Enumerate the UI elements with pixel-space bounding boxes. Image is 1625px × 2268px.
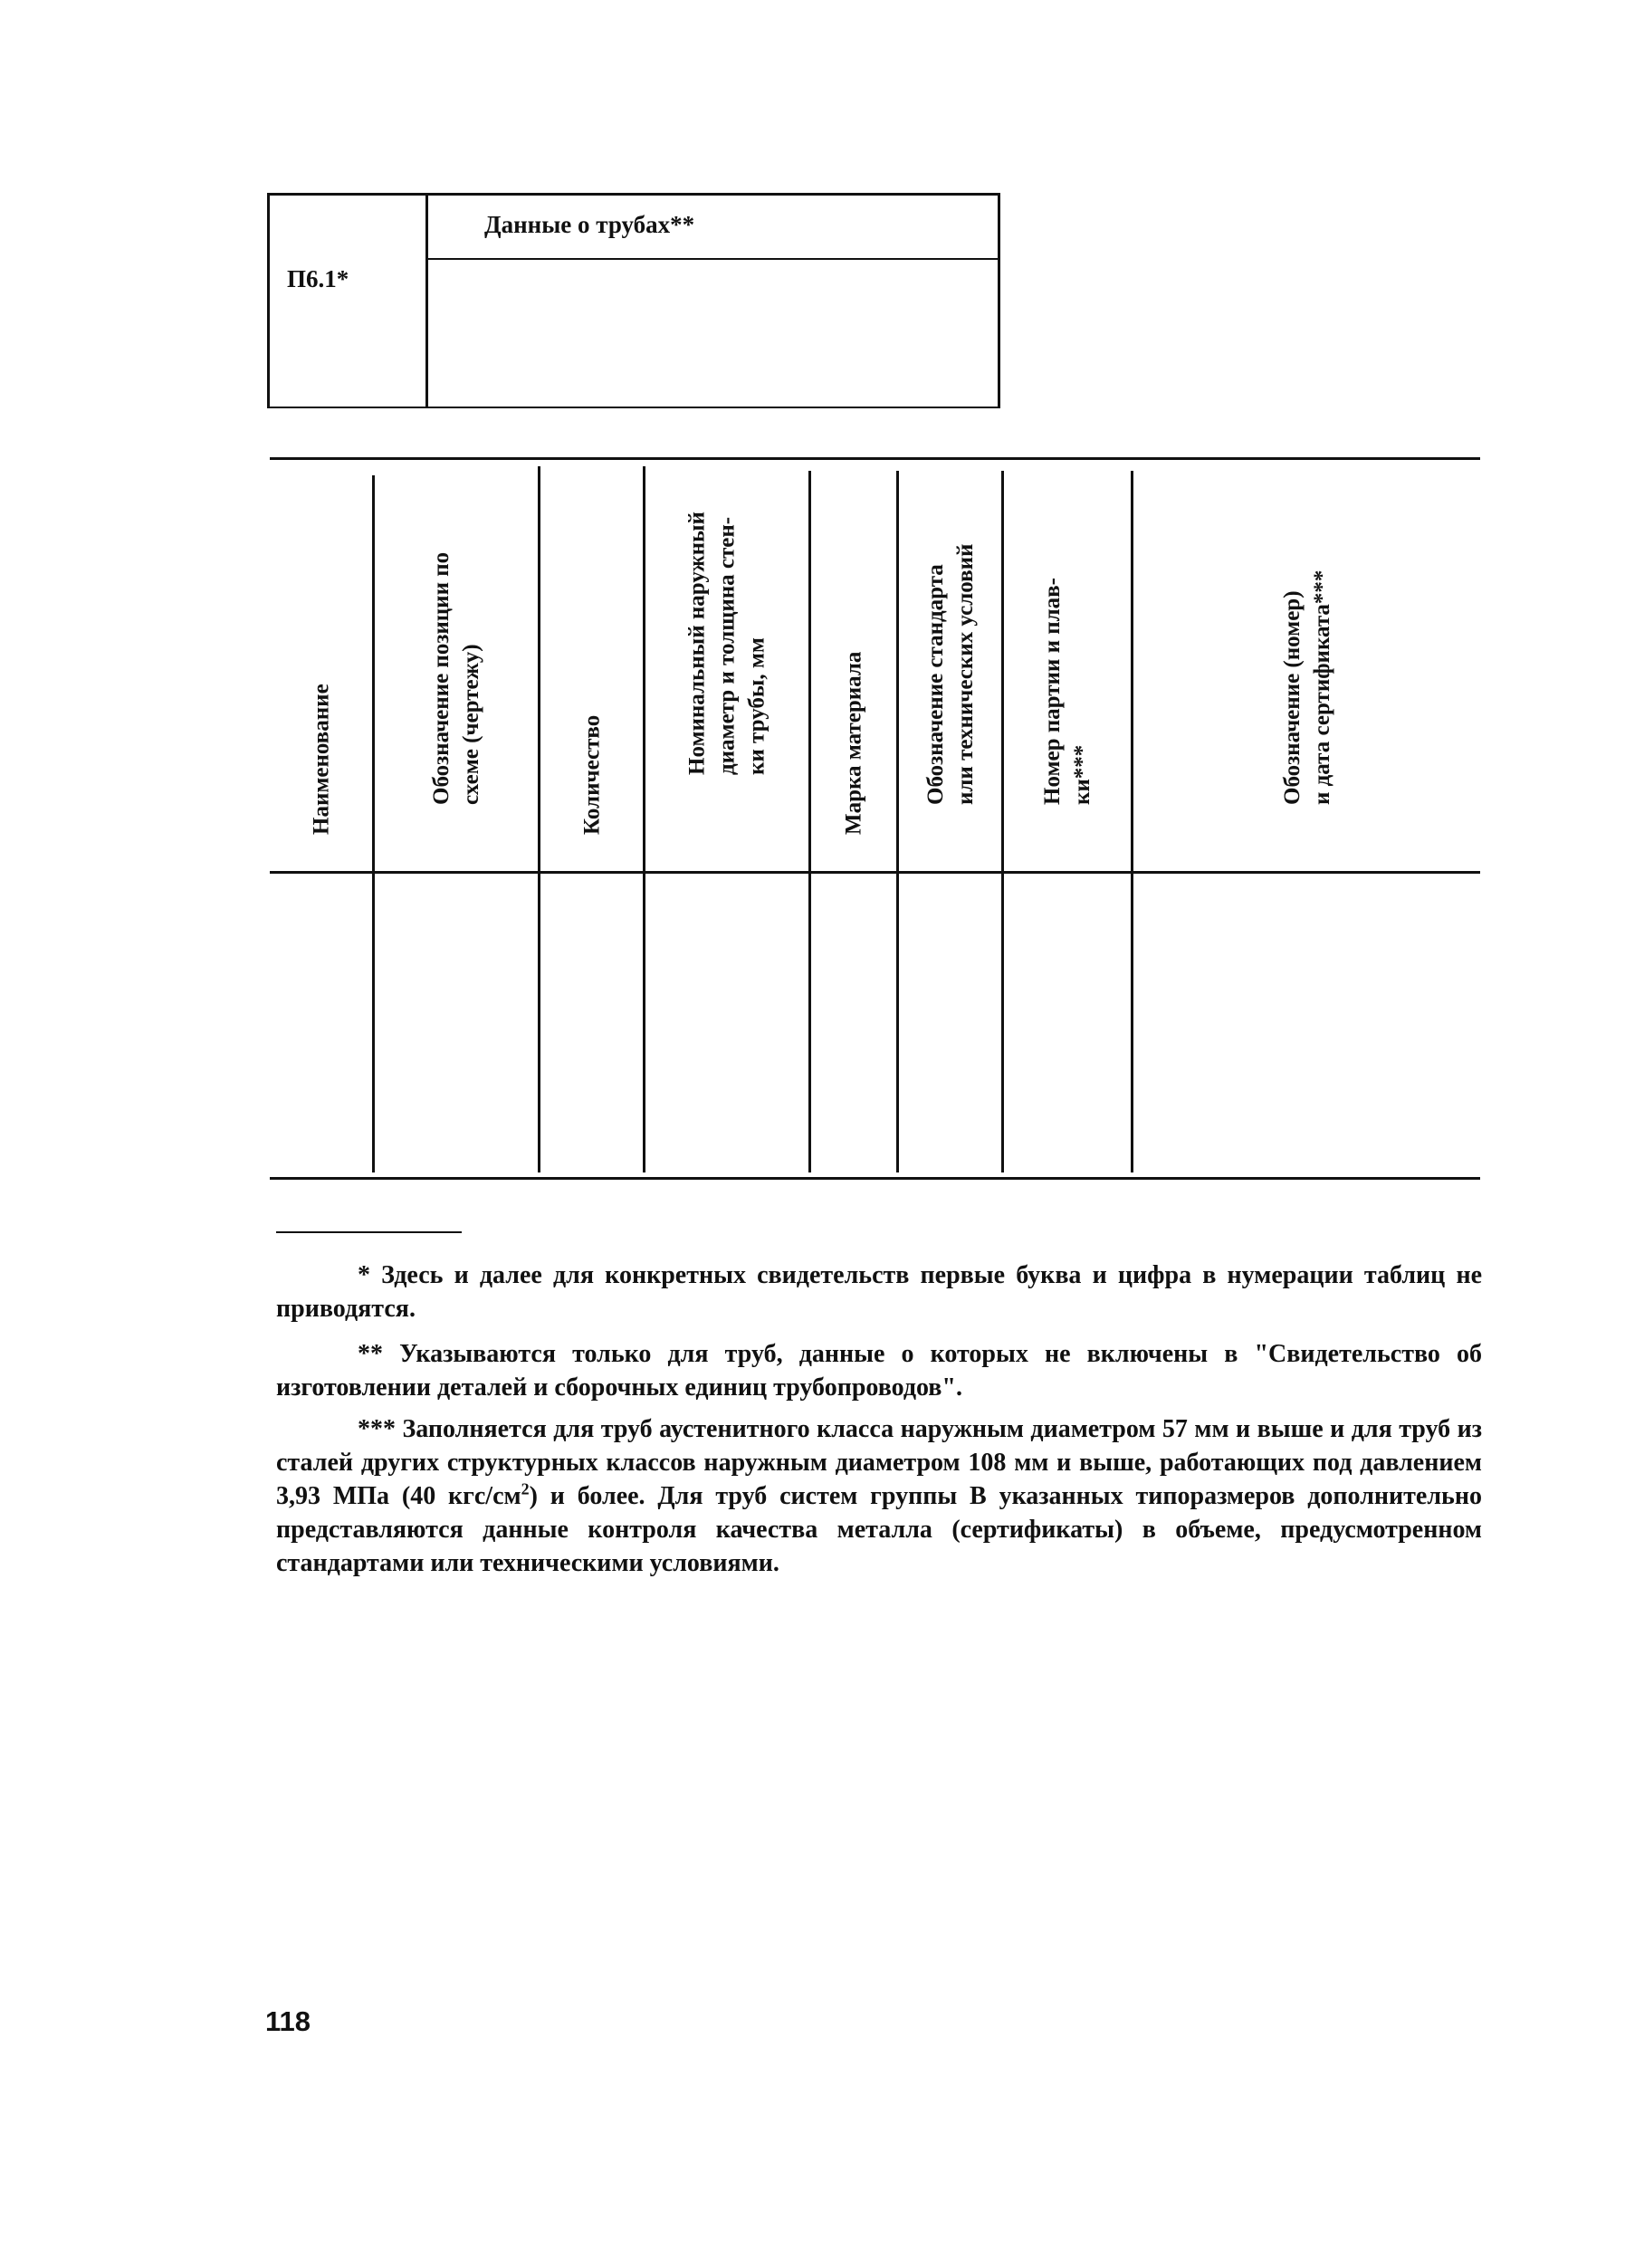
footnote-3 [276, 1412, 1482, 1580]
column-header-text: Обозначение (номер) и дата сертификата*** [1279, 569, 1334, 805]
header-top-line [267, 193, 1000, 196]
column-header-text: Обозначение позиции по схеме (чертежу) [429, 551, 483, 805]
column-header-position [375, 475, 538, 865]
column-header-text: Количество [579, 714, 604, 835]
footnote-marker: ** [358, 1340, 383, 1368]
column-header-text: Обозначение стандарта или технических условий [922, 543, 978, 805]
footnote-text: ) и более. Для труб систем группы В указанных типоразмеров дополнительно представляются данные контроля качества металла (сертификаты) в объеме, предусмотренном стандартами или техническими условиями. [276, 1482, 1482, 1577]
header-divider-line [425, 193, 428, 408]
pipes-data-table [270, 457, 1480, 1182]
page-number: 118 [265, 2005, 311, 2037]
header-bottom-line [267, 407, 1000, 408]
column-header-standard [899, 475, 1001, 865]
table-code: П6.1* [287, 265, 349, 292]
table-title: Данные о трубах** [484, 211, 695, 238]
column-header-text: Наименование [309, 684, 333, 835]
column-header-text: Марка материала [841, 651, 866, 835]
column-header-quantity [540, 475, 643, 865]
footnote-text: Здесь и далее для конкретных свидетельств первые буква и цифра в нумерации таблиц не приводятся. [276, 1261, 1483, 1323]
table-bottom-line [270, 1177, 1480, 1180]
footnote-marker: *** [358, 1415, 396, 1443]
column-header-material-grade [811, 475, 896, 865]
header-box [267, 193, 1000, 408]
header-right-line [998, 193, 1000, 408]
column-header-batch-heat [1004, 475, 1131, 865]
table-header-bottom-line [270, 871, 1480, 874]
footnote-text: Заполняется для труб аустенитного класса наружным диаметром 57 мм и выше и для труб из сталей других структурных классов наружным диаметром 108 мм и выше, работающих под давлением 3,93 МПа (40 кгс/см [276, 1415, 1483, 1510]
footnote-superscript: 2 [521, 1479, 530, 1498]
footnote-marker: * [358, 1261, 370, 1289]
column-header-text: Номер партии и плав- ки*** [1040, 578, 1094, 805]
column-header-name [270, 475, 372, 865]
footnote-separator [276, 1231, 462, 1233]
header-mid-line [425, 258, 1000, 260]
header-left-line [267, 193, 270, 408]
column-header-certificate [1133, 475, 1480, 865]
footnote-2 [276, 1337, 1482, 1404]
column-header-diameter [645, 475, 808, 865]
footnote-text: Указываются только для труб, данные о которых не включены в "Свидетельство об изготовлении деталей и сборочных единиц трубопроводов". [276, 1340, 1482, 1402]
column-header-text: Номинальный наружный диаметр и толщина стен- ки трубы, мм [684, 512, 769, 775]
footnote-1 [276, 1258, 1482, 1325]
